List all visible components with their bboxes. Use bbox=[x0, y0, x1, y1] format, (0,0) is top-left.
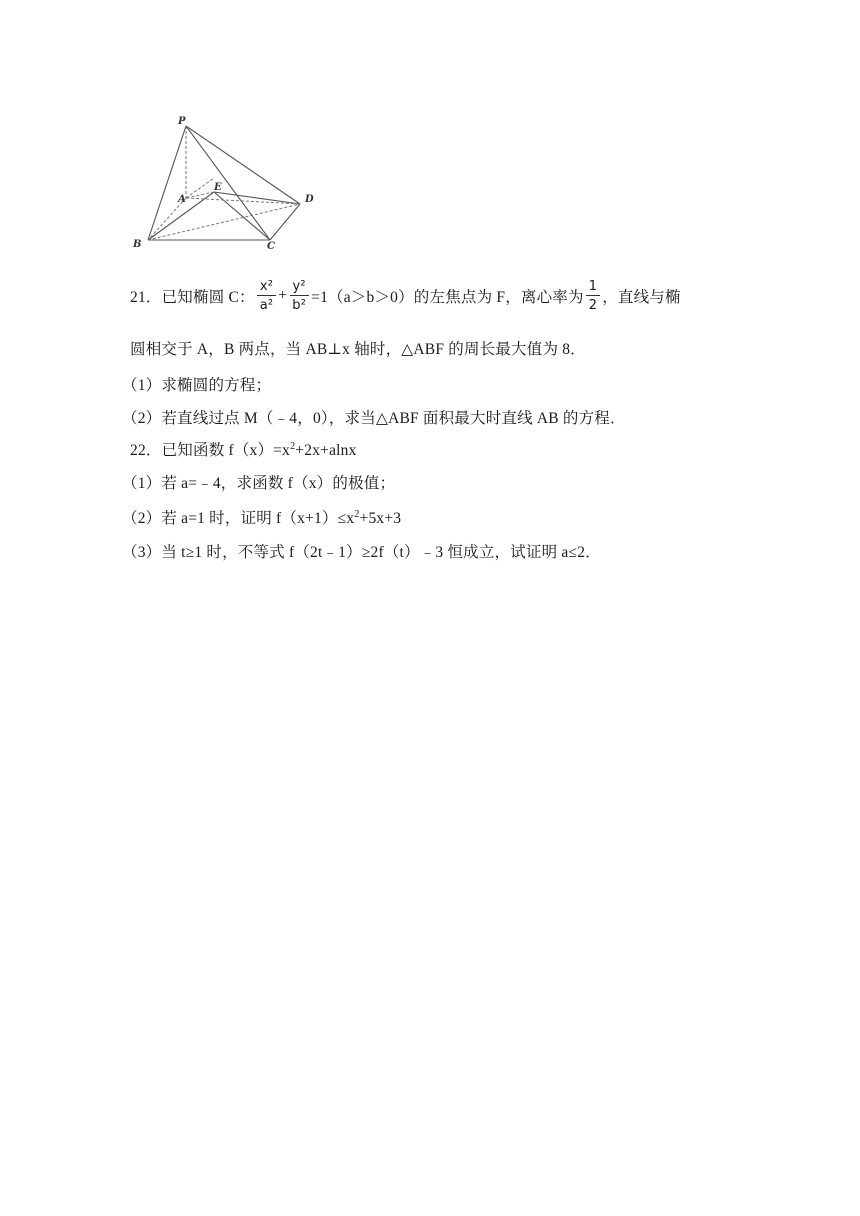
label-a: A bbox=[178, 194, 186, 205]
label-b: B bbox=[133, 239, 142, 250]
q21-fraction-one-half bbox=[586, 280, 600, 312]
q22-part3: （3）当 t≥1 时，不等式 f（2t﹣1）≥2f（t）﹣3 恒成立，试证明 a≤2． bbox=[122, 544, 601, 561]
q21-prefix: 21．已知椭圆 C： bbox=[130, 289, 255, 306]
q21-part1: （1）求椭圆的方程； bbox=[122, 377, 272, 394]
q21-part2: （2）若直线过点 M（﹣4，0），求当△ABF 面积最大时直线 AB 的方程． bbox=[122, 410, 626, 427]
q21-suffix: ，直线与椭 bbox=[602, 289, 681, 306]
edge-ec bbox=[214, 192, 270, 240]
label-d: D bbox=[305, 194, 314, 205]
q21-frac2-den: b² bbox=[292, 298, 307, 313]
edge-pb bbox=[148, 126, 186, 240]
q22-title-pre: 22．已知函数 f（x）=x bbox=[130, 442, 291, 459]
edge-bd bbox=[148, 204, 300, 240]
q22-part2-post: +5x+3 bbox=[359, 510, 402, 527]
q22-part2-sup: 2 bbox=[354, 509, 360, 520]
q22-part1: （1）若 a=﹣4，求函数 f（x）的极值； bbox=[122, 475, 396, 492]
q22-title-sup: 2 bbox=[290, 441, 296, 452]
q22-part2 bbox=[122, 506, 401, 528]
q21-frac1-den: a² bbox=[259, 298, 274, 313]
q21-plus: + bbox=[278, 287, 288, 304]
label-p: P bbox=[178, 116, 186, 127]
q21-mid: =1（a＞b＞0）的左焦点为 F，离心率为 bbox=[311, 289, 584, 306]
pyramid-figure bbox=[128, 112, 324, 254]
q22-part2-pre: （2）若 a=1 时，证明 f（x+1）≤x bbox=[122, 510, 355, 527]
q21-frac2-num: y² bbox=[290, 280, 309, 296]
label-c: C bbox=[267, 241, 275, 252]
q22-title bbox=[130, 438, 357, 460]
q21-frac1-num: x² bbox=[257, 280, 276, 296]
q22-title-post: +2x+alnx bbox=[295, 442, 357, 459]
q21-fraction-x2-a2 bbox=[257, 280, 277, 312]
edge-pd bbox=[186, 126, 300, 204]
q21-frac3-num: 1 bbox=[586, 280, 600, 296]
label-e: E bbox=[214, 182, 222, 193]
q21-fraction-y2-b2 bbox=[289, 280, 309, 312]
edge-pc bbox=[186, 126, 270, 240]
q21-line2: 圆相交于 A，B 两点，当 AB⊥x 轴时，△ABF 的周长最大值为 8． bbox=[130, 341, 586, 358]
edge-cd bbox=[270, 204, 300, 240]
q21-title bbox=[130, 272, 681, 320]
q21-frac3-den: 2 bbox=[588, 298, 598, 313]
